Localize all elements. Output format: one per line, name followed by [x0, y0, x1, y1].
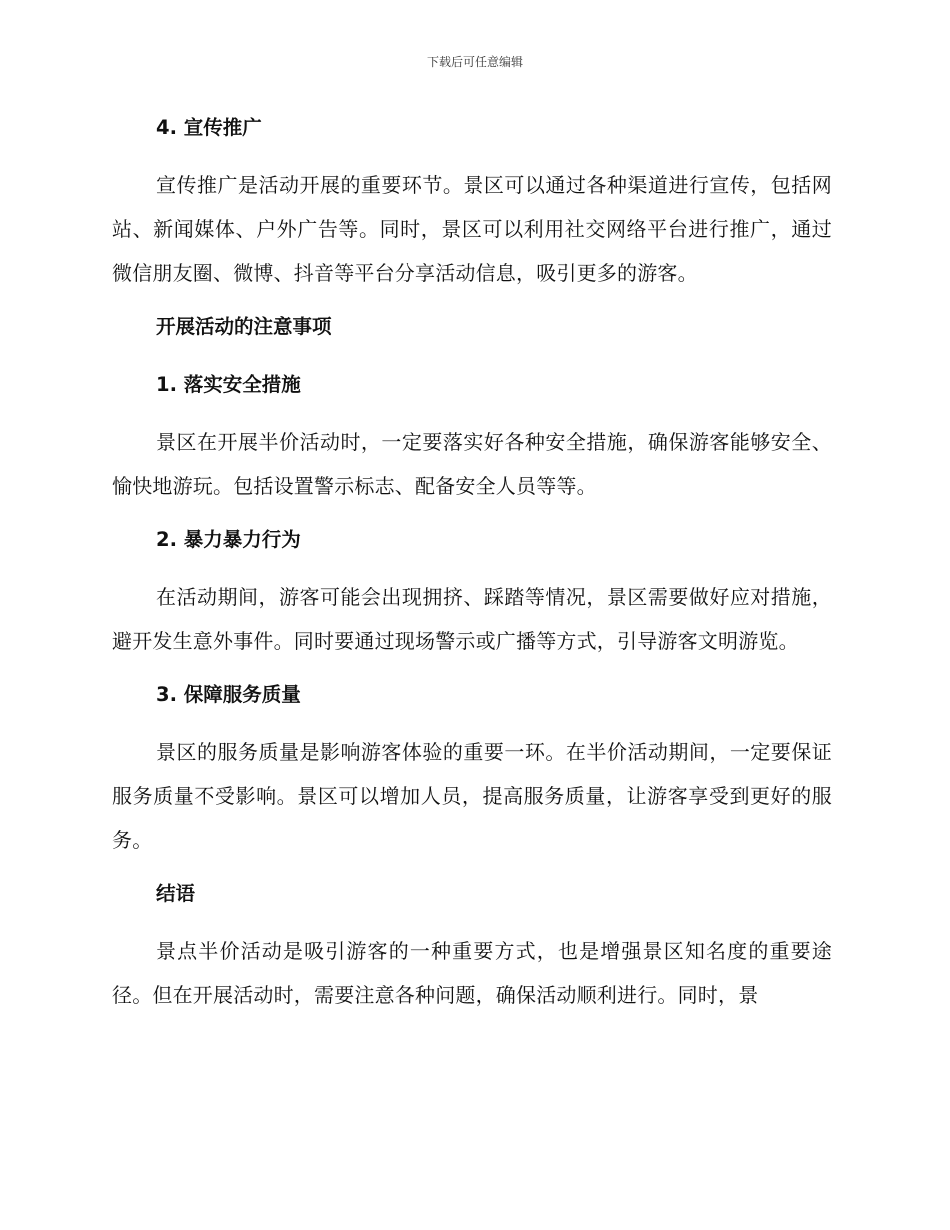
section-paragraph-behavior: 在活动期间，游客可能会出现拥挤、踩踏等情况，景区需要做好应对措施，避开发生意外事件。同时要通过现场警示或广播等方式，引导游客文明游览。: [112, 585, 832, 653]
section-heading-precautions: 开展活动的注意事项: [156, 315, 332, 338]
section-heading-promotion: 4. 宣传推广: [156, 116, 262, 139]
section-heading-service: 3. 保障服务质量: [156, 683, 301, 706]
section-heading-behavior: 2. 暴力暴力行为: [156, 528, 301, 551]
section-paragraph-safety: 景区在开展半价活动时，一定要落实好各种安全措施，确保游客能够安全、愉快地游玩。包括设置警示标志、配备安全人员等等。: [112, 430, 832, 498]
section-heading-conclusion: 结语: [156, 882, 196, 905]
document-body: [112, 110, 832, 1017]
section-heading-safety: 1. 落实安全措施: [156, 373, 301, 396]
section-paragraph-service: 景区的服务质量是影响游客体验的重要一环。在半价活动期间，一定要保证服务质量不受影响。景区可以增加人员，提高服务质量，让游客享受到更好的服务。: [112, 740, 832, 852]
header-note: 下载后可任意编辑: [426, 55, 523, 69]
section-paragraph-conclusion: 景点半价活动是吸引游客的一种重要方式，也是增强景区知名度的重要途径。但在开展活动时，需要注意各种问题，确保活动顺利进行。同时，景: [112, 939, 832, 1007]
section-paragraph-promotion: 宣传推广是活动开展的重要环节。景区可以通过各种渠道进行宣传，包括网站、新闻媒体、户外广告等。同时，景区可以利用社交网络平台进行推广，通过微信朋友圈、微博、抖音等平台分享活动信息，吸引更多的游客。: [112, 173, 832, 285]
